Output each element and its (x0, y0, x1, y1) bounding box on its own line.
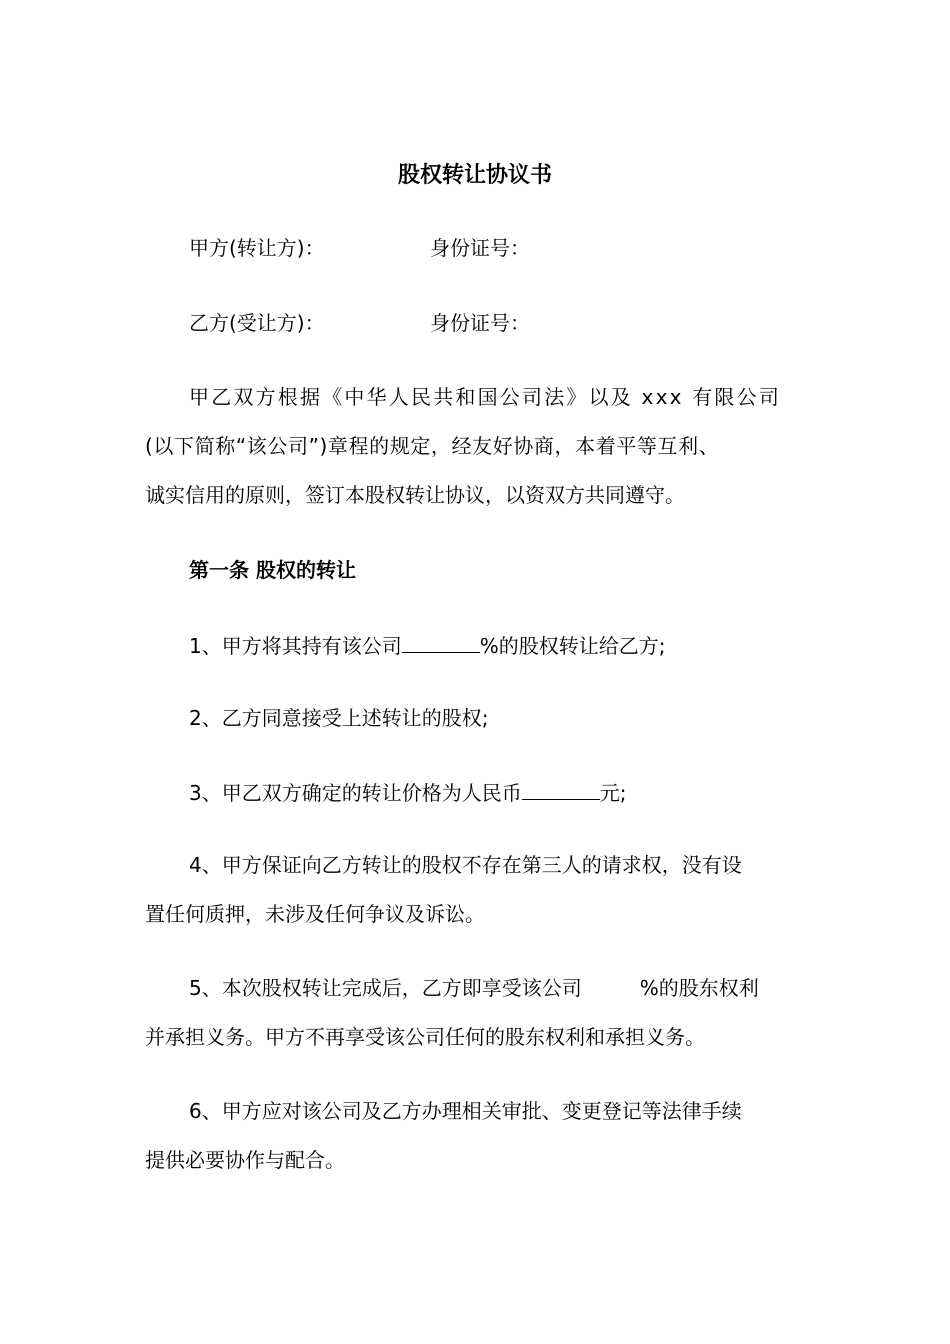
clause-1 (189, 630, 665, 658)
clause-5-line-2: 并承担义务。甲方不再享受该公司任何的股东权利和承担义务。 (145, 1025, 705, 1049)
clause-6-line-2: 提供必要协作与配合。 (145, 1148, 345, 1172)
party-a-label: 甲方(转让方)： (189, 236, 325, 260)
clause-4-line-1: 4、甲方保证向乙方转让的股权不存在第三人的请求权，没有设 (189, 853, 742, 877)
clause-3 (189, 777, 626, 805)
clause-6-line-1: 6、甲方应对该公司及乙方办理相关审批、变更登记等法律手续 (189, 1099, 742, 1123)
clause-1-text-b: %的股权转让给乙方; (479, 634, 666, 658)
clause-2: 2、乙方同意接受上述转让的股权; (189, 706, 489, 730)
clause-4-line-2: 置任何质押，未涉及任何争议及诉讼。 (145, 902, 485, 926)
party-b-id-label: 身份证号： (430, 311, 530, 335)
clause-5-text-b: %的股东权利 (639, 976, 759, 1000)
intro-line-1: 甲乙双方根据《中华人民共和国公司法》以及 xxx 有限公司 (189, 385, 782, 409)
clause-5-text-a: 5、本次股权转让完成后，乙方即享受该公司 (189, 976, 582, 1000)
article-1-heading: 第一条 股权的转让 (189, 558, 356, 582)
party-a-id-label: 身份证号： (430, 236, 530, 260)
price-blank (522, 777, 600, 800)
clause-3-text-b: 元; (599, 781, 627, 805)
document-title: 股权转让协议书 (397, 163, 552, 188)
clause-1-text-a: 1、甲方将其持有该公司 (189, 634, 402, 658)
intro-line-3: 诚实信用的原则，签订本股权转让协议，以资双方共同遵守。 (145, 483, 685, 507)
intro-line-2: (以下简称“该公司”)章程的规定，经友好协商，本着平等互利、 (145, 434, 720, 458)
party-b-label: 乙方(受让方)： (189, 311, 325, 335)
clause-3-text-a: 3、甲乙双方确定的转让价格为人民币 (189, 781, 522, 805)
percentage-blank (402, 630, 480, 653)
clause-5-line-1 (189, 974, 759, 1002)
